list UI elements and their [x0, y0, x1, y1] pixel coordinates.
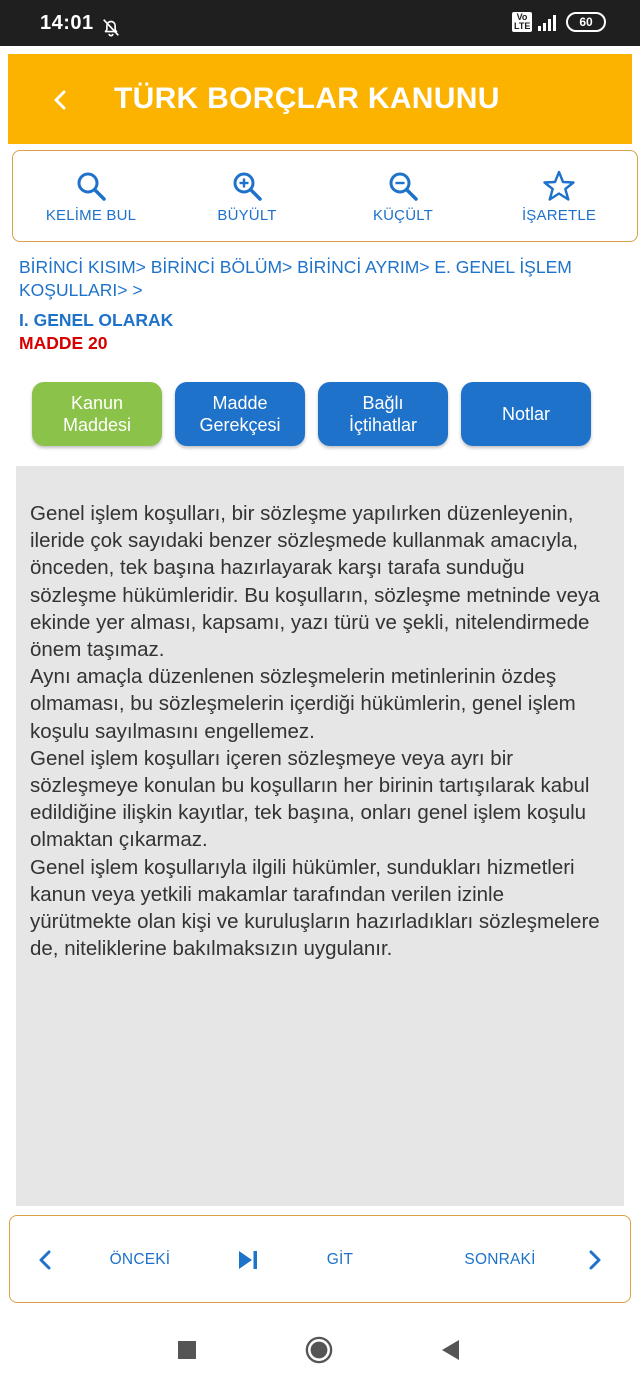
back-button[interactable]: [38, 78, 82, 122]
content-tabs: [32, 382, 591, 446]
tab-related-case-law[interactable]: Bağlı İçtihatlar: [318, 382, 448, 446]
previous-label: ÖNCEKİ: [109, 1251, 171, 1268]
prev-arrow-button[interactable]: [30, 1216, 60, 1304]
skip-next-icon: [236, 1249, 260, 1271]
circle-icon: [305, 1335, 333, 1365]
status-bar: [0, 0, 640, 46]
battery-icon: [566, 12, 606, 32]
search-icon: [74, 169, 108, 203]
zoom-in-label: BÜYÜLT: [217, 206, 277, 224]
chevron-right-icon: [587, 1249, 603, 1271]
chevron-left-icon: [50, 88, 70, 112]
app-header: [8, 54, 632, 144]
article-paragraph-4: Genel işlem koşullarıyla ilgili hükümler, sundukları hizmetleri kanun veya yetkili makamlar tarafından verilen izinle yürütmekte olan kişi ve kuruluşların hazırladıkları sözleşmelere de, niteliklerine bakılmaksızın uygulanır.: [30, 855, 600, 961]
tab-notes[interactable]: Notlar: [461, 382, 591, 446]
article-paragraph-2: Aynı amaçla düzenlenen sözleşmelerin metinlerinin özdeş olmaması, bu sözleşmelerin içerdiği hükümlerin, genel işlem koşulu sayılmasını engellemez.: [30, 665, 576, 743]
next-label: SONRAKİ: [464, 1251, 536, 1268]
bell-muted-icon: [100, 16, 122, 38]
section-title: I. GENEL OLARAK: [19, 310, 174, 330]
find-word-label: KELİME BUL: [45, 206, 137, 224]
zoom-out-icon: [386, 169, 420, 203]
next-arrow-button[interactable]: [580, 1216, 610, 1304]
article-paragraph-3: Genel işlem koşulları içeren sözleşmeye veya ayrı bir sözleşmeye konulan bu koşulların her birinin tartışılarak kabul edildiğine ilişkin kayıtlar, tek başına, onları genel işlem koşulu olmaktan çıkarmaz.: [30, 746, 590, 852]
home-button[interactable]: [305, 1336, 333, 1364]
zoom-out-button[interactable]: [325, 151, 481, 241]
next-button[interactable]: [450, 1216, 550, 1304]
status-time: 14:01: [40, 12, 94, 34]
zoom-out-label: KÜÇÜLT: [372, 206, 434, 224]
previous-button[interactable]: [100, 1216, 180, 1304]
status-icons: [512, 12, 606, 32]
battery-level: 60: [579, 15, 593, 29]
article-navigation: [9, 1215, 631, 1303]
tab-article-rationale[interactable]: Madde Gerekçesi: [175, 382, 305, 446]
article-paragraph-1: Genel işlem koşulları, bir sözleşme yapılırken düzenleyenin, ileride çok sayıdaki benzer sözleşmede kullanmak amacıyla, önceden, tek başına hazırlayarak karşı tarafa sunduğu sözleşme hükümleridir. Bu koşulların, sözleşme metninde veya ekinde yer alması, kapsamı, yazı türü ve şekli, nitelendirmede önem taşımaz.: [30, 502, 600, 662]
system-back-button[interactable]: [436, 1336, 464, 1364]
find-word-button[interactable]: [13, 151, 169, 241]
page-title: TÜRK BORÇLAR KANUNU: [114, 82, 500, 115]
zoom-in-icon: [230, 169, 264, 203]
breadcrumb: BİRİNCİ KISIM> BİRİNCİ BÖLÜM> BİRİNCİ AYRIM> E. GENEL İŞLEM KOŞULLARI> >: [19, 257, 572, 300]
signal-icon: [538, 13, 560, 31]
article-text-panel[interactable]: [16, 466, 624, 1206]
zoom-in-button[interactable]: [169, 151, 325, 241]
goto-label: GİT: [326, 1251, 354, 1268]
star-outline-icon: [542, 169, 576, 203]
skip-next-button[interactable]: [230, 1216, 266, 1304]
volte-badge: Vo LTE: [514, 12, 531, 31]
square-icon: [177, 1340, 197, 1360]
tab-law-article[interactable]: Kanun Maddesi: [32, 382, 162, 446]
system-navigation-bar: [0, 1310, 640, 1388]
article-number: MADDE 20: [19, 333, 108, 353]
bookmark-label: İŞARETLE: [521, 206, 597, 224]
chevron-left-icon: [37, 1249, 53, 1271]
bookmark-button[interactable]: [481, 151, 637, 241]
goto-button[interactable]: [315, 1216, 365, 1304]
recents-button[interactable]: [173, 1336, 201, 1364]
triangle-back-icon: [439, 1339, 461, 1361]
toolbar: [12, 150, 638, 242]
